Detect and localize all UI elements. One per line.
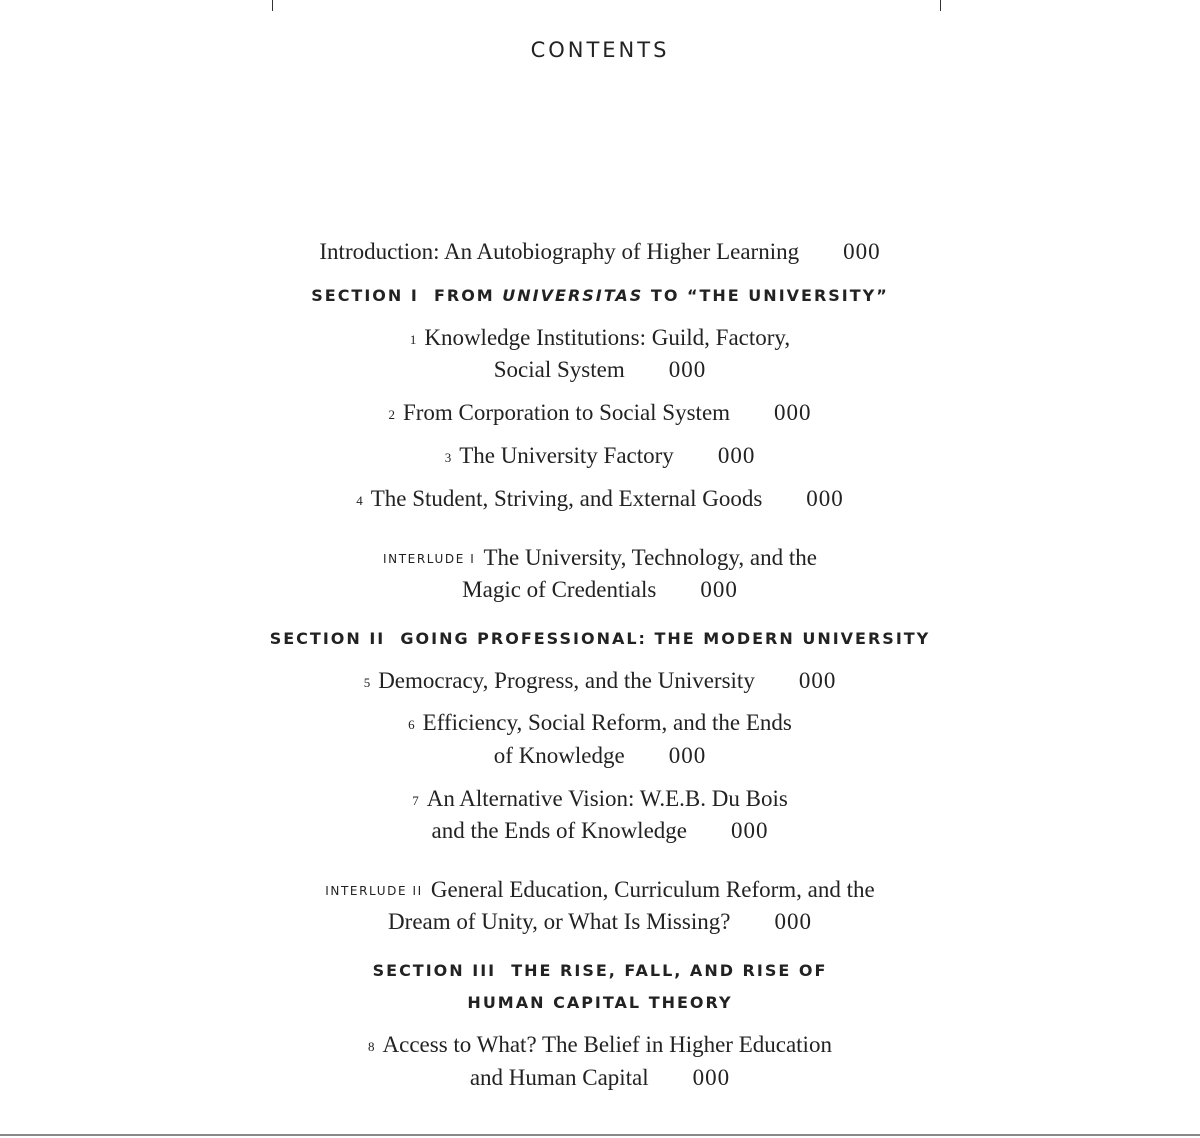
page-number: 000: [774, 400, 812, 425]
section-title: GOING PROFESSIONAL: THE MODERN UNIVERSITY: [400, 629, 931, 648]
crop-mark-left: [272, 0, 273, 11]
chapter-number: 7: [412, 793, 419, 808]
toc-entry-chapter-6[interactable]: [0, 708, 1200, 741]
toc-entry-chapter-7[interactable]: [0, 784, 1200, 817]
toc-entry-chapter-8-continued[interactable]: [0, 1063, 1200, 1093]
toc-entry-chapter-2[interactable]: [0, 398, 1200, 431]
page-number: 000: [798, 668, 837, 693]
toc-entry-chapter-6-continued[interactable]: [0, 741, 1200, 771]
crop-mark-right: [940, 0, 941, 11]
entry-title-line1: An Alternative Vision: W.E.B. Du Bois: [426, 786, 788, 811]
entry-title-line2: and Human Capital: [469, 1065, 649, 1090]
section-title-prefix: FROM: [433, 286, 503, 305]
page-number: 000: [668, 357, 707, 382]
section-label: SECTION I: [311, 286, 419, 305]
toc-entry-chapter-8[interactable]: [0, 1030, 1200, 1063]
section-label: SECTION III: [372, 961, 497, 980]
toc-entry-interlude-1[interactable]: [0, 543, 1200, 576]
toc-entry-chapter-7-continued[interactable]: [0, 816, 1200, 846]
section-heading-3: [0, 960, 1200, 982]
section-heading-3-continued: [0, 992, 1200, 1014]
toc-entry-chapter-3[interactable]: [0, 441, 1200, 474]
page-number: 000: [731, 818, 769, 843]
interlude-label: INTERLUDE II: [325, 884, 423, 898]
chapter-number: 8: [368, 1039, 375, 1054]
page-number: 000: [843, 239, 881, 264]
entry-title-line1: General Education, Curriculum Reform, and the: [430, 877, 875, 902]
entry-title-line2: of Knowledge: [493, 743, 625, 768]
entry-title-line2: Magic of Credentials: [462, 577, 657, 602]
page-number: 000: [806, 486, 844, 511]
section-heading-2: [0, 628, 1200, 650]
chapter-number: 1: [409, 332, 417, 347]
toc-entry-interlude-1-continued[interactable]: [0, 575, 1200, 605]
chapter-number: 6: [408, 717, 415, 732]
entry-title: The University Factory: [459, 443, 674, 468]
page-number: 000: [668, 743, 707, 768]
page-number: 000: [700, 577, 738, 602]
toc-entry-chapter-1[interactable]: [0, 323, 1200, 356]
entry-title-line2: and the Ends of Knowledge: [431, 818, 687, 843]
toc-entry-chapter-1-continued[interactable]: [0, 355, 1200, 385]
entry-title-line1: Access to What? The Belief in Higher Education: [382, 1032, 832, 1057]
chapter-number: 4: [356, 493, 363, 508]
section-title-suffix: TO “THE UNIVERSITY”: [643, 286, 889, 305]
chapter-number: 3: [444, 450, 452, 465]
entry-title: The Student, Striving, and External Goods: [370, 486, 763, 511]
chapter-number: 2: [388, 407, 395, 422]
entry-title: From Corporation to Social System: [402, 400, 731, 425]
entry-title-line1: Knowledge Institutions: Guild, Factory,: [424, 325, 791, 350]
entry-title-line1: Efficiency, Social Reform, and the Ends: [422, 710, 792, 735]
section-heading-1: [0, 285, 1200, 307]
section-title-line1: THE RISE, FALL, AND RISE OF: [511, 961, 828, 980]
entry-title: Democracy, Progress, and the University: [378, 668, 755, 693]
section-title-line2: HUMAN CAPITAL THEORY: [467, 993, 733, 1012]
chapter-number: 5: [363, 675, 371, 690]
entry-title-line2: Social System: [493, 357, 625, 382]
page-bottom-edge: [0, 1134, 1200, 1136]
page-number: 000: [692, 1065, 731, 1090]
page-number: 000: [774, 909, 812, 934]
entry-title-line1: The University, Technology, and the: [483, 545, 817, 570]
toc-entry-interlude-2[interactable]: [0, 875, 1200, 908]
toc-entry-interlude-2-continued[interactable]: [0, 907, 1200, 937]
toc-entry-chapter-5[interactable]: [0, 666, 1200, 699]
page-title: CONTENTS: [530, 38, 670, 62]
section-title-italic: UNIVERSITAS: [502, 286, 644, 305]
page-number: 000: [717, 443, 756, 468]
toc-entry-chapter-4[interactable]: [0, 484, 1200, 517]
entry-title: Introduction: An Autobiography of Higher Learning: [319, 239, 800, 264]
section-label: SECTION II: [269, 629, 386, 648]
toc-entry-introduction[interactable]: [0, 237, 1200, 267]
entry-title-line2: Dream of Unity, or What Is Missing?: [388, 909, 731, 934]
interlude-label: INTERLUDE I: [383, 552, 476, 566]
